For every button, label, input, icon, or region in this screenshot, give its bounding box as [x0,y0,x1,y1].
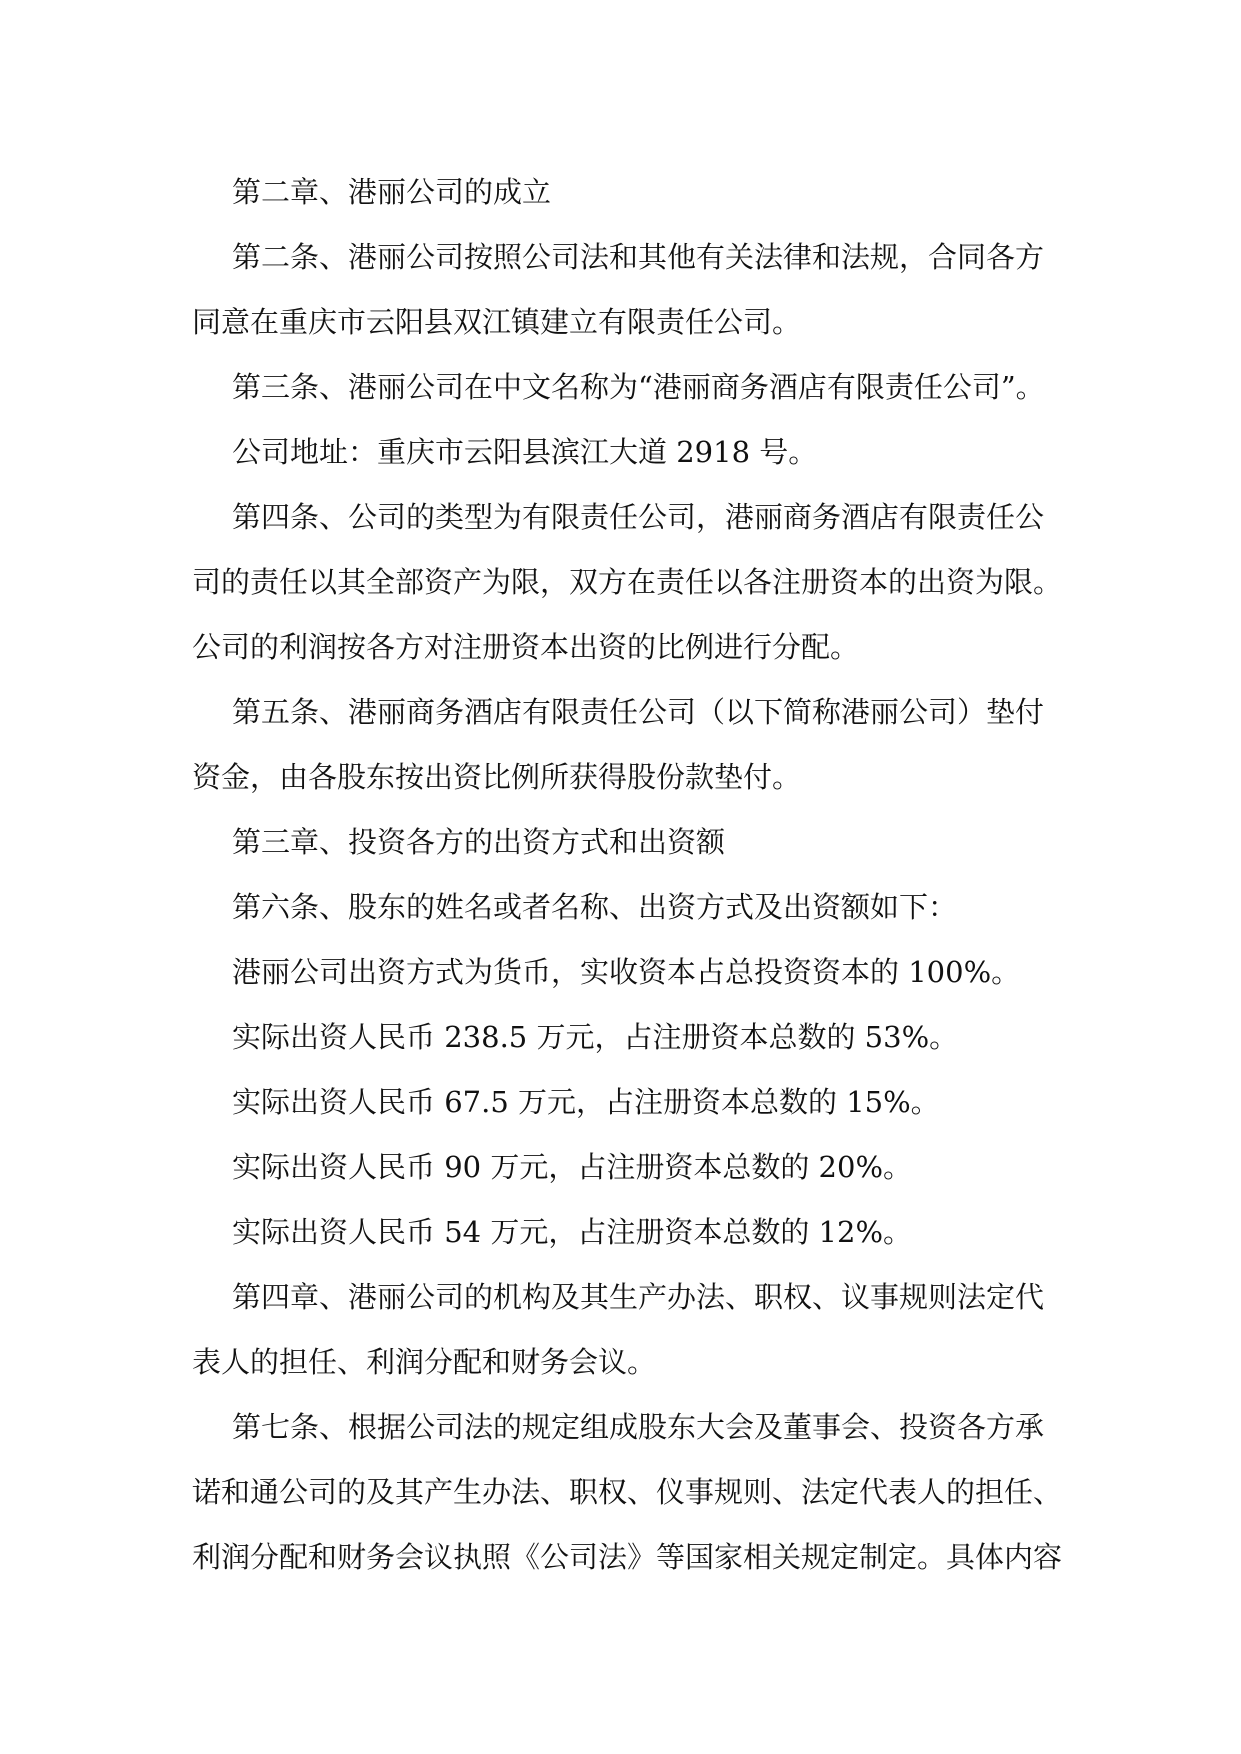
chapter-2-heading: 第二章、港丽公司的成立 [232,175,552,209]
chapter-3-heading: 第三章、投资各方的出资方式和出资额 [232,825,726,859]
article-2-line-1: 第二条、港丽公司按照公司法和其他有关法律和法规，合同各方 [232,240,1045,274]
company-address-line: 公司地址：重庆市云阳县滨江大道 2918 号。 [232,435,818,469]
contribution-line-3: 实际出资人民币 90 万元，占注册资本总数的 20%。 [232,1150,913,1184]
article-4-line-3: 公司的利润按各方对注册资本出资的比例进行分配。 [192,630,860,664]
contribution-line-2: 实际出资人民币 67.5 万元，占注册资本总数的 15%。 [232,1085,940,1119]
document-body [192,160,1062,1590]
article-5-line-1: 第五条、港丽商务酒店有限责任公司（以下简称港丽公司）垫付 [232,695,1045,729]
chapter-4-heading-line-2: 表人的担任、利润分配和财务会议。 [192,1345,657,1379]
article-2-line-2: 同意在重庆市云阳县双江镇建立有限责任公司。 [192,305,802,339]
article-4-line-1: 第四条、公司的类型为有限责任公司，港丽商务酒店有限责任公 [232,500,1045,534]
contribution-line-1: 实际出资人民币 238.5 万元，占注册资本总数的 53%。 [232,1020,959,1054]
article-5-line-2: 资金，由各股东按出资比例所获得股份款垫付。 [192,760,802,794]
article-6-line-1: 第六条、股东的姓名或者名称、出资方式及出资额如下： [232,890,958,924]
article-7-line-2: 诺和通公司的及其产生办法、职权、仪事规则、法定代表人的担任、 [192,1475,1063,1509]
article-7-line-1: 第七条、根据公司法的规定组成股东大会及董事会、投资各方承 [232,1410,1045,1444]
article-3-line-1: 第三条、港丽公司在中文名称为“港丽商务酒店有限责任公司”。 [232,370,1045,404]
chapter-4-heading-line-1: 第四章、港丽公司的机构及其生产办法、职权、议事规则法定代 [232,1280,1045,1314]
article-4-line-2: 司的责任以其全部资产为限，双方在责任以各注册资本的出资为限。 [192,565,1063,599]
capital-method-line: 港丽公司出资方式为货币，实收资本占总投资资本的 100%。 [232,955,1021,989]
contribution-line-4: 实际出资人民币 54 万元，占注册资本总数的 12%。 [232,1215,913,1249]
article-7-line-3: 利润分配和财务会议执照《公司法》等国家相关规定制定。具体内容 [192,1540,1063,1574]
